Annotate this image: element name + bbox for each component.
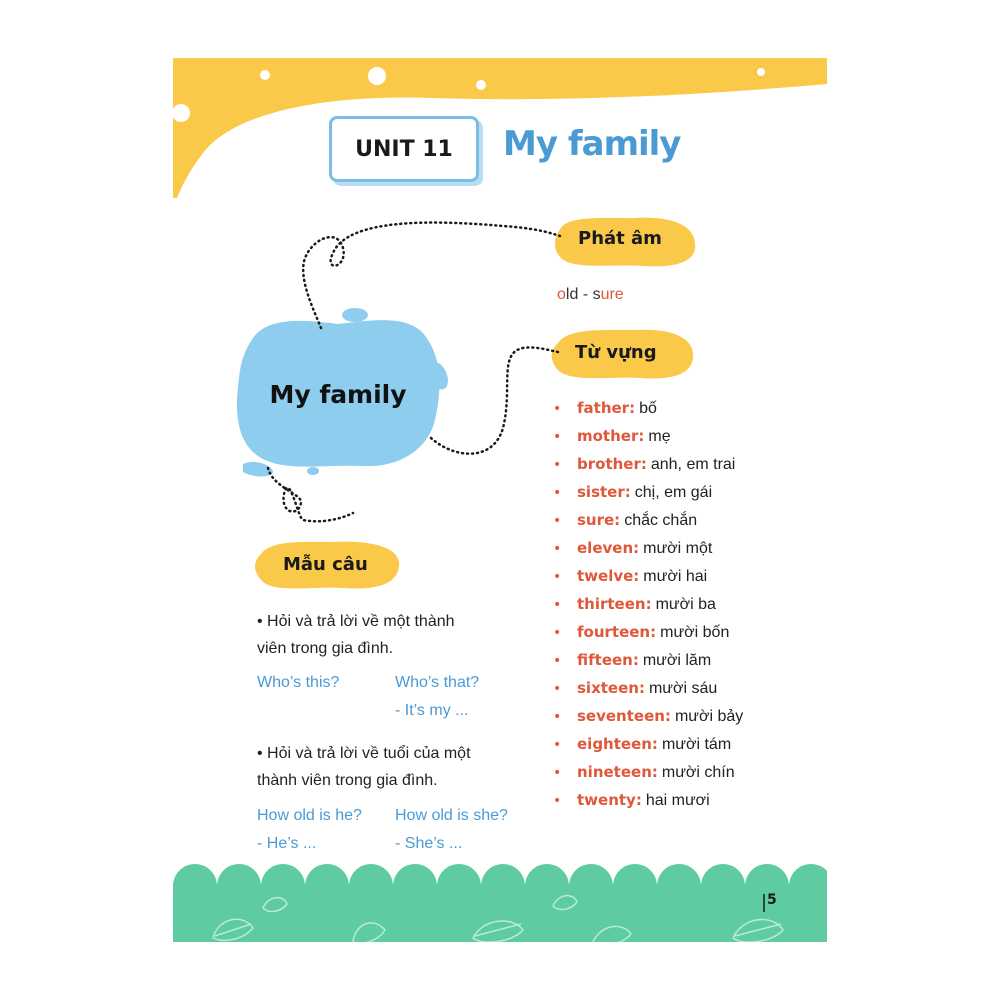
blob-splash <box>342 308 368 322</box>
vocab-item <box>553 478 743 506</box>
scallop <box>525 864 569 908</box>
dotted-connector-pronunciation <box>303 223 560 328</box>
pattern-line: • Hỏi và trả lời về một thành <box>257 613 455 630</box>
sentence-patterns-heading: Mẫu câu <box>283 554 368 575</box>
vocab-english: twenty: <box>577 791 642 809</box>
vocab-vietnamese: mẹ <box>648 428 671 445</box>
vocab-english: sixteen: <box>577 679 645 697</box>
pronunciation-example <box>557 286 624 304</box>
top-yellow-wave <box>173 58 827 198</box>
book-page <box>173 58 827 942</box>
vocab-english: nineteen: <box>577 763 658 781</box>
pron-separator: - <box>578 286 593 303</box>
vocab-vietnamese: bố <box>639 400 657 417</box>
vocab-english: thirteen: <box>577 595 652 613</box>
vocab-english: fifteen: <box>577 651 639 669</box>
vocab-item <box>553 422 743 450</box>
vocab-item <box>553 674 743 702</box>
bullet-icon: • <box>553 597 562 613</box>
unit-label: UNIT 11 <box>355 136 453 162</box>
vocab-vietnamese: hai mươi <box>645 792 710 809</box>
bullet-icon: • <box>553 737 562 753</box>
vocab-vietnamese: chị, em gái <box>634 484 713 501</box>
blob-splash <box>307 467 319 475</box>
vocab-item <box>553 534 743 562</box>
question-how-old-he: How old is he? <box>257 807 362 824</box>
vocab-vietnamese: mười bốn <box>660 624 730 641</box>
vocab-vietnamese: mười tám <box>661 736 732 753</box>
page-number: 5 <box>767 892 777 908</box>
wave-dot <box>260 70 270 80</box>
question-whos-that: Who’s that? <box>395 674 480 691</box>
pron-text: ld <box>565 286 579 303</box>
scallop <box>569 864 613 908</box>
pron-text: s <box>592 286 601 303</box>
vocab-english: mother: <box>577 427 645 445</box>
vocab-item <box>553 450 743 478</box>
answer-its-my: - It’s my ... <box>395 702 469 719</box>
bullet-icon: • <box>553 709 562 725</box>
bullet-icon: • <box>553 513 562 529</box>
vocab-english: twelve: <box>577 567 640 585</box>
pronunciation-heading: Phát âm <box>578 228 662 249</box>
dotted-connector-vocabulary <box>431 347 558 453</box>
vocab-item <box>553 618 743 646</box>
vocab-item <box>553 702 743 730</box>
scallop <box>613 864 657 908</box>
pron-highlight: ure <box>600 286 624 303</box>
pattern-description-1 <box>257 608 487 662</box>
vocab-english: eighteen: <box>577 735 658 753</box>
pattern-line: thành viên trong gia đình. <box>257 772 438 789</box>
vocab-english: father: <box>577 399 636 417</box>
vocab-item <box>553 758 743 786</box>
bullet-icon: • <box>553 765 562 781</box>
vocab-english: brother: <box>577 455 647 473</box>
unit-badge <box>329 116 479 182</box>
vocab-vietnamese: mười bảy <box>674 708 744 725</box>
wave-dot <box>757 68 765 76</box>
bullet-icon: • <box>553 793 562 809</box>
vocab-item <box>553 646 743 674</box>
wave-dot <box>368 67 386 85</box>
vocab-vietnamese: mười sáu <box>648 680 718 697</box>
answer-shes: - She’s ... <box>395 835 463 852</box>
bullet-icon: • <box>553 569 562 585</box>
scallop <box>701 864 745 908</box>
scallop <box>437 864 481 908</box>
bullet-icon: • <box>553 457 562 473</box>
bullet-icon: • <box>553 625 562 641</box>
scallop <box>349 864 393 908</box>
wave-dot <box>476 80 486 90</box>
scallop <box>173 864 217 908</box>
vocab-item <box>553 730 743 758</box>
green-scallops <box>173 864 827 908</box>
vocab-english: eleven: <box>577 539 640 557</box>
vocab-vietnamese: mười lăm <box>642 652 712 669</box>
vocab-english: fourteen: <box>577 623 657 641</box>
pattern-line: viên trong gia đình. <box>257 640 394 657</box>
scallop <box>657 864 701 908</box>
bullet-icon: • <box>553 485 562 501</box>
scallop <box>217 864 261 908</box>
center-topic-label: My family <box>269 380 407 409</box>
dotted-connector-sentence <box>268 468 353 521</box>
vocab-item <box>553 394 743 422</box>
vocab-item <box>553 562 743 590</box>
question-how-old-she: How old is she? <box>395 807 508 824</box>
scallop <box>481 864 525 908</box>
bullet-icon: • <box>553 681 562 697</box>
answer-hes: - He’s ... <box>257 835 317 852</box>
page-title: My family <box>503 124 681 164</box>
bullet-icon: • <box>553 541 562 557</box>
vocab-english: sister: <box>577 483 631 501</box>
scallop <box>393 864 437 908</box>
vocab-item <box>553 506 743 534</box>
vocabulary-list <box>553 394 743 814</box>
pron-highlight: o <box>557 286 566 303</box>
vocabulary-heading: Từ vựng <box>575 342 657 363</box>
vocab-item <box>553 786 743 814</box>
vocab-english: sure: <box>577 511 621 529</box>
vocab-vietnamese: mười chín <box>661 764 735 781</box>
vocab-vietnamese: mười hai <box>643 568 708 585</box>
bullet-icon: • <box>553 401 562 417</box>
question-whos-this: Who’s this? <box>257 674 340 691</box>
vocab-vietnamese: mười ba <box>655 596 716 613</box>
vocab-item <box>553 590 743 618</box>
vocab-vietnamese: chắc chắn <box>624 512 698 529</box>
scallop <box>305 864 349 908</box>
vocab-vietnamese: anh, em trai <box>650 456 736 473</box>
vocab-vietnamese: mười một <box>643 540 713 557</box>
vocab-english: seventeen: <box>577 707 671 725</box>
bullet-icon: • <box>553 653 562 669</box>
pattern-description-2 <box>257 740 487 794</box>
bullet-icon: • <box>553 429 562 445</box>
pattern-line: • Hỏi và trả lời về tuổi của một <box>257 745 471 762</box>
